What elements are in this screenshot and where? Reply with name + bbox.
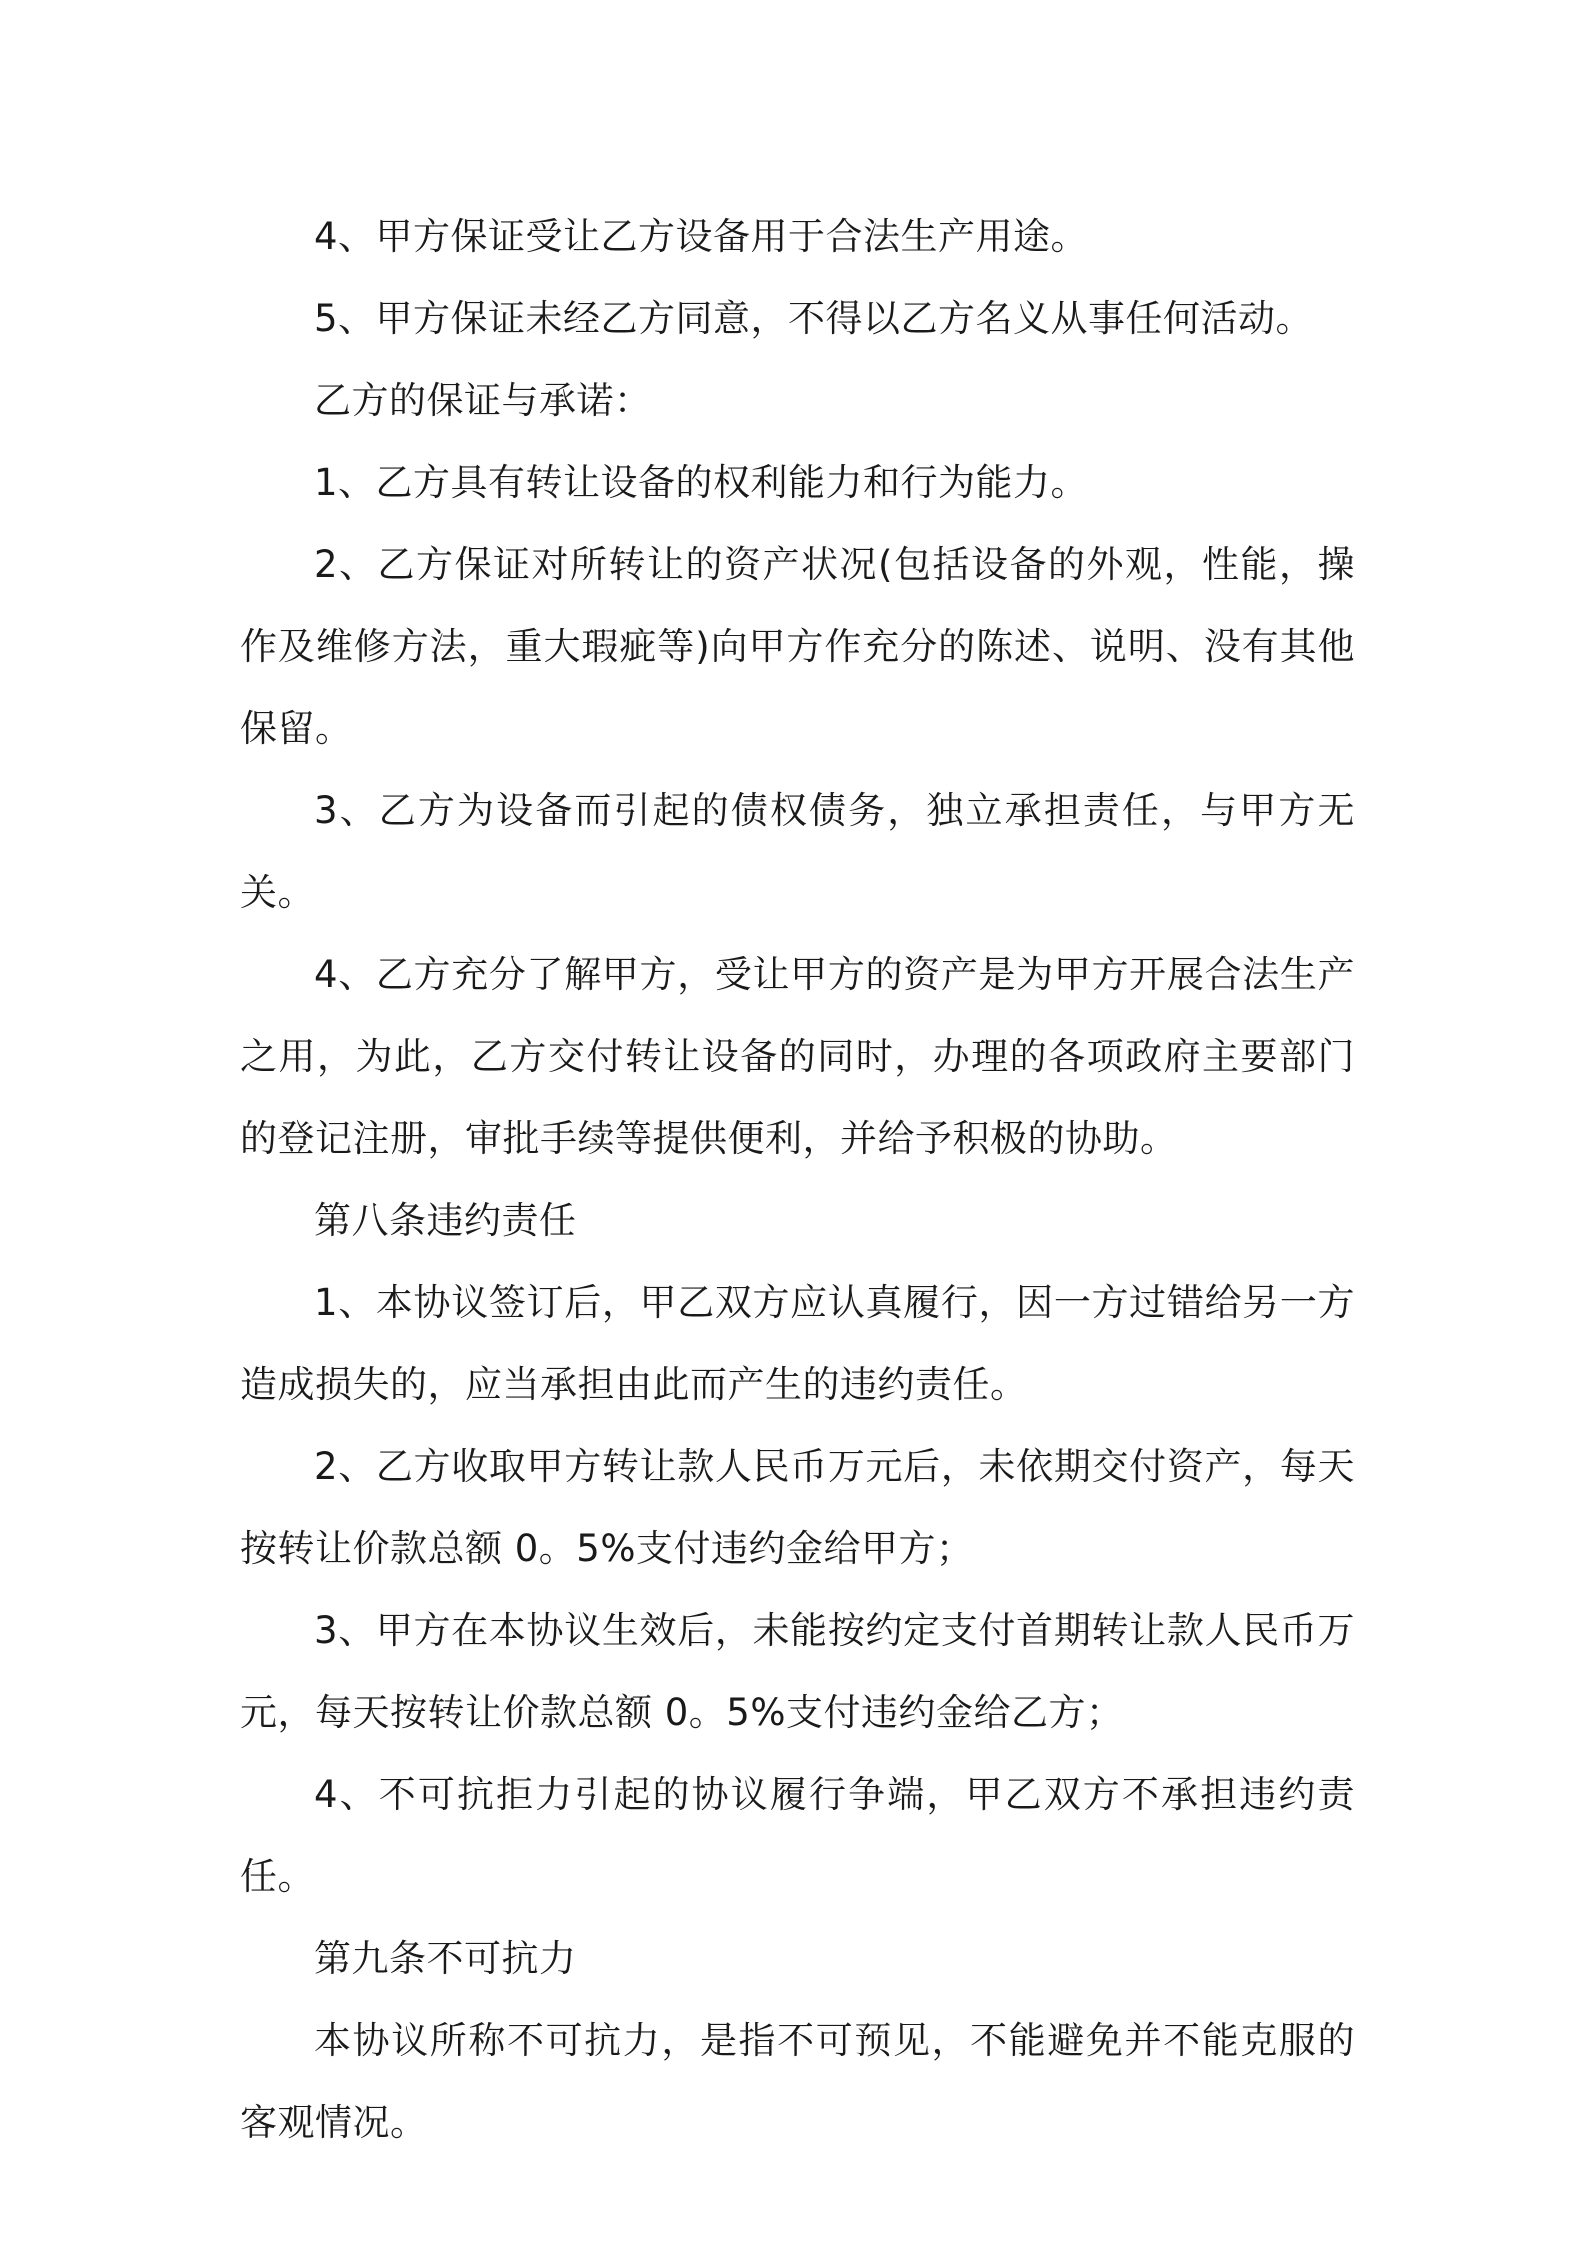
clause-paragraph: 4、甲方保证受让乙方设备用于合法生产用途。	[314, 215, 1089, 258]
clause-paragraph: 1、乙方具有转让设备的权利能力和行为能力。	[314, 461, 1089, 504]
article-heading: 第八条违约责任	[314, 1199, 577, 1242]
clause-paragraph: 1、本协议签订后，甲乙双方应认真履行，因一方过错给另一方造成损失的，应当承担由此而产生的违约责任。	[240, 1281, 1355, 1406]
document-body	[240, 196, 1355, 2164]
clause-paragraph: 4、乙方充分了解甲方，受让甲方的资产是为甲方开展合法生产之用，为此，乙方交付转让设备的同时，办理的各项政府主要部门的登记注册，审批手续等提供便利，并给予积极的协助。	[240, 953, 1355, 1160]
clause-paragraph: 5、甲方保证未经乙方同意，不得以乙方名义从事任何活动。	[314, 297, 1314, 340]
clause-paragraph: 2、乙方保证对所转让的资产状况(包括设备的外观，性能，操作及维修方法，重大瑕疵等)向甲方作充分的陈述、说明、没有其他保留。	[240, 543, 1355, 750]
clause-paragraph: 3、乙方为设备而引起的债权债务，独立承担责任，与甲方无关。	[240, 789, 1355, 914]
clause-paragraph: 2、乙方收取甲方转让款人民币万元后，未依期交付资产，每天按转让价款总额 0。5%支付违约金给甲方；	[240, 1445, 1355, 1570]
clause-paragraph: 4、不可抗拒力引起的协议履行争端，甲乙双方不承担违约责任。	[240, 1773, 1355, 1898]
section-heading: 乙方的保证与承诺：	[314, 379, 652, 422]
clause-paragraph: 3、甲方在本协议生效后，未能按约定支付首期转让款人民币万元，每天按转让价款总额 0。5%支付违约金给乙方；	[240, 1609, 1355, 1734]
clause-paragraph: 本协议所称不可抗力，是指不可预见，不能避免并不能克服的客观情况。	[240, 2019, 1355, 2144]
article-heading: 第九条不可抗力	[314, 1937, 577, 1980]
